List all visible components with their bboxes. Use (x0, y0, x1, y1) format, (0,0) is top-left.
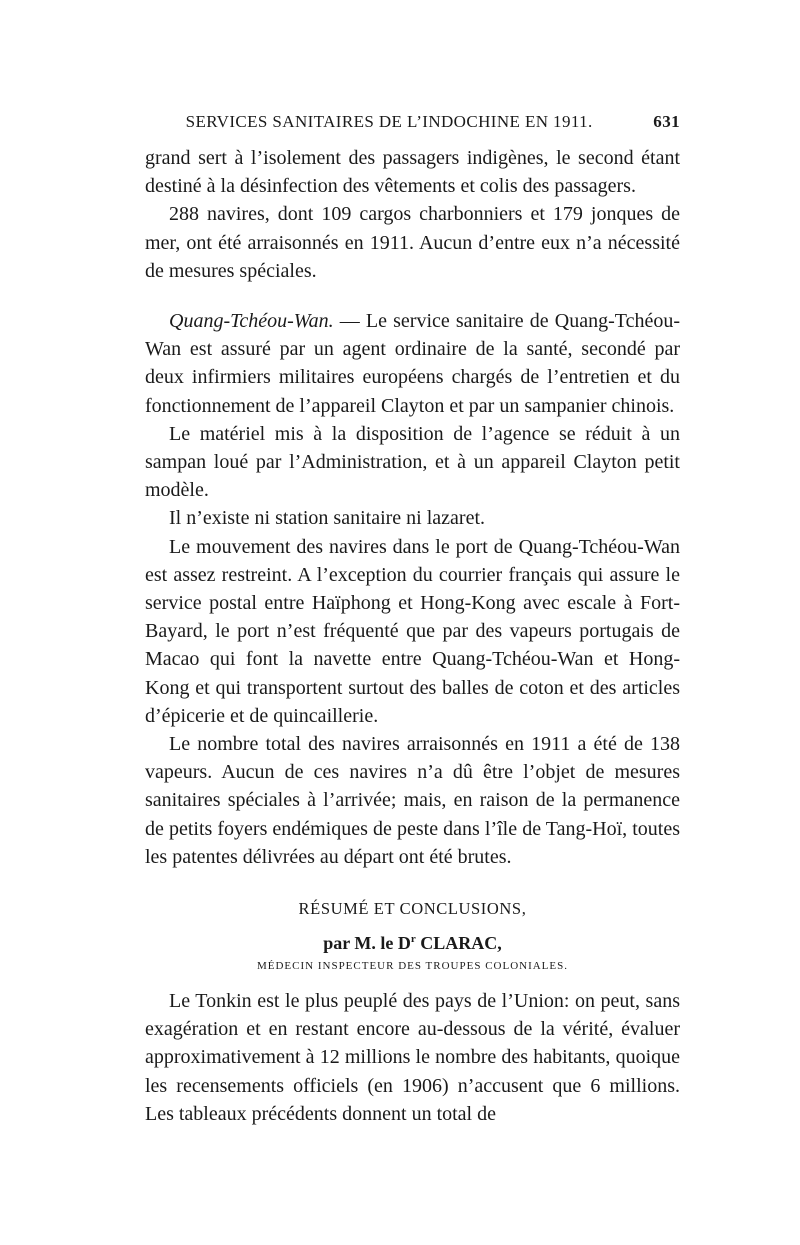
author-prefix: par M. le D (323, 933, 411, 954)
author-line (145, 925, 680, 953)
page-number: 631 (653, 112, 680, 131)
paragraph-nombre-total: Le nombre total des navires arraisonnés en 1911 a été de 138 vapeurs. Aucun de ces navires n’a dû être l’objet de mesures sanitaires spéciales à l’arrivée; mais, en raison de la permanence de petits foyers endémiques de peste dans l’île de Tang-Hoï, toutes les patentes délivrées au départ ont été brutes. (145, 733, 680, 868)
paragraph-tonkin: Le Tonkin est le plus peuplé des pays de l’Union: on peut, sans exagération et en restant encore au-dessous de la vérité, évaluer approximativement à 12 millions le nombre des habitants, quoique les recensements officiels (en 1906) n’accusent que 6 millions. Les tableaux précédents donnent un total de (145, 990, 680, 1125)
author-sup: r (410, 933, 416, 946)
paragraph-continuation: grand sert à l’isolement des passagers indigènes, le second étant destiné à la désinfection des vêtements et colis des passagers. (145, 147, 680, 198)
paragraph-ships-1911: 288 navires, dont 109 cargos charbonniers et 179 jonques de mer, ont été arraisonnés en 1911. Aucun d’entre eux n’a nécessité de mesures spéciales. (145, 203, 680, 282)
author-role: MÉDECIN INSPECTEUR DES TROUPES COLONIALES. (256, 960, 568, 973)
paragraph-gap (145, 285, 680, 307)
running-head-title: SERVICES SANITAIRES DE L’INDOCHINE EN 1911. (185, 112, 593, 131)
paragraph-lazaret: Il n’existe ni station sanitaire ni lazaret. (169, 507, 485, 530)
section-heading: RÉSUMÉ ET CONCLUSIONS, (298, 899, 527, 919)
author-name: CLARAC, (415, 933, 502, 954)
book-page (145, 112, 680, 1128)
paragraph-materiel: Le matériel mis à la disposition de l’agence se réduit à un sampan loué par l’Administration, et à un appareil Clayton petit modèle. (145, 422, 680, 502)
paragraph-quang-tcheou-wan (145, 307, 680, 420)
running-head (145, 112, 680, 144)
paragraph-mouvement: Le mouvement des navires dans le port de Quang-Tchéou-Wan est assez restreint. A l’exception du courrier français qui assure le service postal entre Haïphong et Hong-Kong avec escale à Fort-Bayard, le port n’est fréquenté que par des vapeurs portugais de Macao qui font la navette entre Quang-Tchéou-Wan et Hong-Kong et qui transportent surtout des balles de coton et des articles d’épicerie et de quincaillerie. (145, 535, 680, 727)
paragraph-quang-text: — Le service sanitaire de Quang-Tchéou-Wan est assuré par un agent ordinaire de la santé, secondé par deux infirmiers militaires européens chargés de l’entretien et du fonctionnement de l’appareil Clayton et par un sampanier chinois. (145, 310, 680, 417)
section-lead-italic: Quang-Tchéou-Wan. (169, 310, 334, 333)
